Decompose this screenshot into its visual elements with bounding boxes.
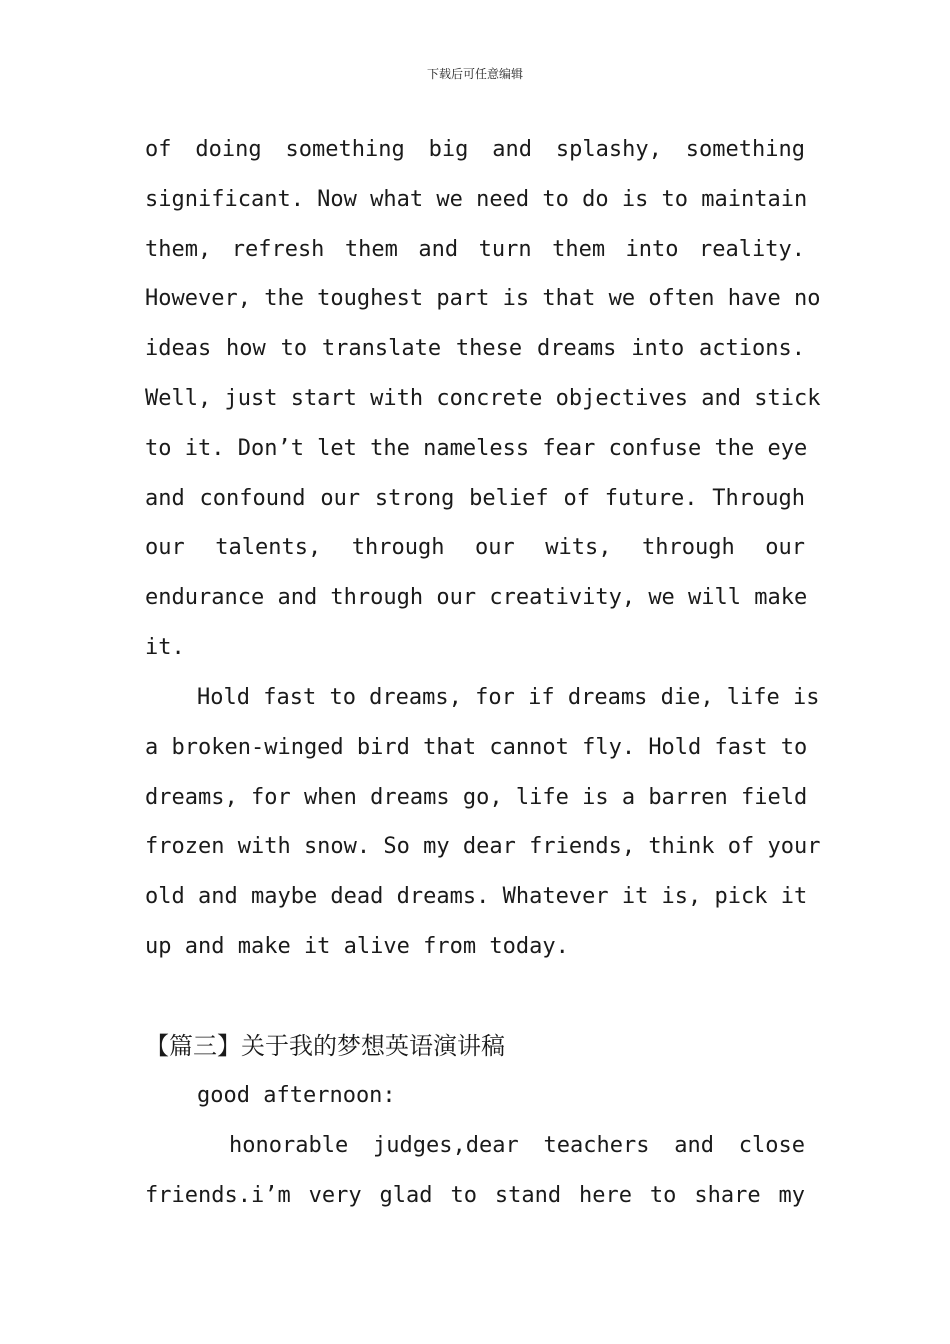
paragraph-line: Hold fast to dreams, for if dreams die, life is — [197, 685, 820, 710]
paragraph-line: honorable judges,dear teachers and close — [229, 1132, 805, 1158]
paragraph-line: friends.i’m very glad to stand here to share my — [145, 1182, 805, 1208]
section-heading: 【篇三】关于我的梦想英语演讲稿 — [145, 1032, 505, 1060]
paragraph-line: them, refresh them and turn them into reality. — [145, 236, 805, 262]
page-header: 下载后可任意编辑 — [426, 67, 523, 81]
paragraph-line: Well, just start with concrete objectives and stick — [145, 385, 821, 411]
paragraph-line: to it. Don’t let the nameless fear confuse the eye — [145, 435, 808, 461]
paragraph-line: endurance and through our creativity, we will make — [145, 585, 808, 611]
paragraph-1 — [145, 125, 821, 673]
paragraph-line: our talents, through our wits, through our — [145, 535, 805, 561]
paragraph-line: old and maybe dead dreams. Whatever it is, pick it — [145, 884, 808, 910]
greeting-line: good afternoon: — [197, 1083, 396, 1108]
paragraph-line: dreams, for when dreams go, life is a barren field — [145, 784, 808, 810]
paragraph-line: of doing something big and splashy, something — [145, 137, 805, 162]
paragraph-line: a broken-winged bird that cannot fly. Hold fast to — [145, 734, 808, 760]
section-3-body — [145, 1071, 805, 1220]
paragraph-line: frozen with snow. So my dear friends, think of your — [145, 834, 821, 860]
paragraph-line: significant. Now what we need to do is to maintain — [145, 186, 808, 212]
paragraph-line: it. — [145, 634, 185, 660]
paragraph-line: and confound our strong belief of future. Through — [145, 485, 805, 511]
paragraph-line: up and make it alive from today. — [145, 933, 569, 959]
paragraph-2 — [145, 673, 821, 972]
paragraph-line: ideas how to translate these dreams into actions. — [145, 336, 805, 362]
paragraph-line: However, the toughest part is that we often have no — [145, 286, 821, 312]
